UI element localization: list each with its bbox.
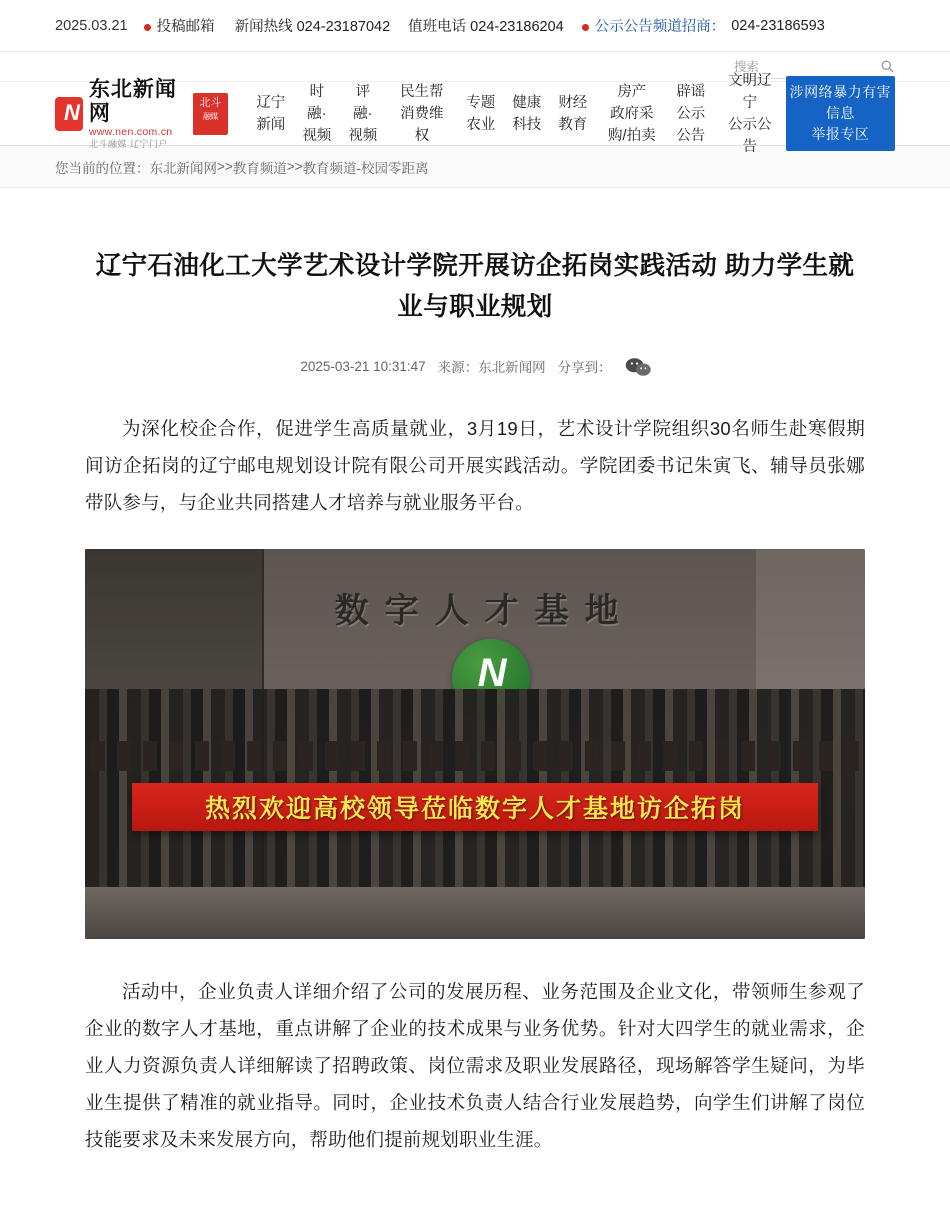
nav-item-6-line1: 财经: [558, 94, 588, 111]
breadcrumb-sep-0: >>: [217, 159, 233, 174]
nav-item-7-line1: 房产: [617, 83, 647, 100]
wechat-icon[interactable]: [624, 356, 650, 376]
photo-heads-row: [85, 741, 865, 771]
duty-phone: 值班电话 024-23186204: [408, 19, 564, 35]
nav-item-9-line1: 文明辽宁: [728, 72, 772, 111]
nav-item-3-line1: 民生帮: [400, 83, 444, 100]
breadcrumb-item-1[interactable]: 教育频道: [232, 160, 287, 176]
news-hotline: 新闻热线 024-23187042: [234, 19, 391, 35]
nav-item-2[interactable]: [340, 81, 386, 147]
nav-item-8[interactable]: [668, 81, 714, 147]
article-meta: [85, 356, 865, 376]
breadcrumb-sep-1: >>: [286, 159, 303, 174]
current-date: 2025.03.21: [55, 17, 128, 34]
nav-item-0-line2: 新闻: [256, 116, 286, 133]
nav-item-3[interactable]: [386, 81, 458, 147]
nav-item-2-line2: 融·视频: [348, 105, 378, 144]
logo-url: www.nen.com.cn: [88, 126, 173, 139]
article-photo: [85, 549, 865, 939]
photo-floor: [85, 887, 865, 939]
logo-mark-icon: [55, 97, 83, 131]
nav-item-5[interactable]: [504, 92, 550, 136]
submission-mailbox-label[interactable]: 投稿邮箱: [156, 19, 215, 35]
nav-item-9-line2: 公示公告: [728, 116, 772, 155]
nav-item-8-line2: 公示公告: [676, 105, 706, 144]
nav-item-1[interactable]: [294, 81, 340, 147]
nav-item-4[interactable]: [458, 92, 504, 136]
submission-mailbox-link[interactable]: [144, 15, 215, 36]
page-title: 辽宁石油化工大学艺术设计学院开展访企拓岗实践活动 助力学生就业与职业规划: [95, 252, 855, 321]
nav-item-8-line1: 辟谣: [676, 83, 706, 100]
site-logo[interactable]: [55, 78, 179, 149]
nav-item-9[interactable]: [714, 70, 786, 158]
beidou-media-badge[interactable]: [193, 93, 228, 135]
logo-title: 东北新闻网: [88, 78, 177, 126]
nav-item-1-line2: 融·视频: [302, 105, 332, 144]
red-dot-icon-2: [582, 24, 589, 31]
article-source: 来源：东北新闻网: [437, 360, 546, 375]
logo-subtitle: 北斗融媒 辽宁门户: [88, 138, 168, 149]
photo-banner-text: 热烈欢迎高校领导莅临数字人才基地访企拓岗: [204, 795, 745, 823]
article-paragraph-2: 活动中，企业负责人详细介绍了公司的发展历程、业务范围及企业文化，带领师生参观了企业的数字人才基地，重点讲解了企业的技术成果与业务优势。针对大四学生的就业需求，企业人力资源负责人详细解读了招聘政策、岗位需求及职业发展路径，现场解答学生疑问，为毕业生提供了精准的就业指导。同时，企业技术负责人结合行业发展趋势，向学生们讲解了岗位技能要求及未来发展方向，帮助他们提前规划职业生涯。: [85, 981, 865, 1150]
search-input[interactable]: 搜索: [734, 60, 760, 74]
photo-welcome-banner: [132, 783, 818, 831]
share-label: 分享到：: [557, 360, 612, 375]
article-datetime: 2025-03-21 10:31:47: [300, 358, 426, 374]
red-dot-icon: [144, 24, 151, 31]
nav-item-7-line2: 政府采购/拍卖: [608, 105, 656, 144]
breadcrumb-prefix: 您当前的位置：: [55, 160, 150, 176]
nav-item-4-line2: 农业: [466, 116, 496, 133]
article-page: [0, 188, 950, 1217]
report-zone-line1: 涉网络暴力有害信息: [789, 84, 892, 121]
breadcrumb-item-0[interactable]: 东北新闻网: [149, 160, 217, 176]
nav-item-0-line1: 辽宁: [256, 94, 286, 111]
beidou-badge-line2: 融媒: [202, 111, 218, 121]
nav-links: [248, 70, 786, 158]
nav-item-7[interactable]: [596, 81, 668, 147]
beidou-badge-line1: 北斗: [199, 96, 222, 109]
nav-item-2-line1: 评: [355, 83, 371, 100]
report-zone-banner[interactable]: [786, 76, 895, 151]
nav-item-5-line2: 科技: [512, 116, 542, 133]
top-info-bar: [0, 0, 950, 52]
notice-channel-ad-label[interactable]: 公示公告频道招商：: [594, 19, 726, 35]
nav-item-1-line1: 时: [309, 83, 325, 100]
notice-channel-phone: 024-23186593: [731, 17, 825, 34]
article-paragraph-1: 为深化校企合作，促进学生高质量就业，3月19日，艺术设计学院组织30名师生赴寒假期间访企拓岗的辽宁邮电规划设计院有限公司开展实践活动。学院团委书记朱寅飞、辅导员张娜带队参与，与企业共同搭建人才培养与就业服务平台。: [85, 418, 865, 513]
notice-channel-ad-link[interactable]: [582, 15, 726, 36]
nav-item-4-line1: 专题: [466, 94, 496, 111]
nav-item-5-line1: 健康: [512, 94, 542, 111]
breadcrumb-item-2[interactable]: 教育频道-校园零距离: [302, 160, 429, 176]
nav-item-6[interactable]: [550, 92, 596, 136]
report-zone-line2: 举报专区: [811, 126, 870, 142]
nav-item-0[interactable]: [248, 92, 294, 136]
main-navigation: [0, 72, 950, 155]
nav-item-6-line2: 教育: [558, 116, 588, 133]
search-icon[interactable]: [880, 59, 895, 74]
photo-wall-text: 数字人才基地: [334, 592, 635, 630]
nav-item-3-line2: 消费维权: [400, 105, 444, 144]
